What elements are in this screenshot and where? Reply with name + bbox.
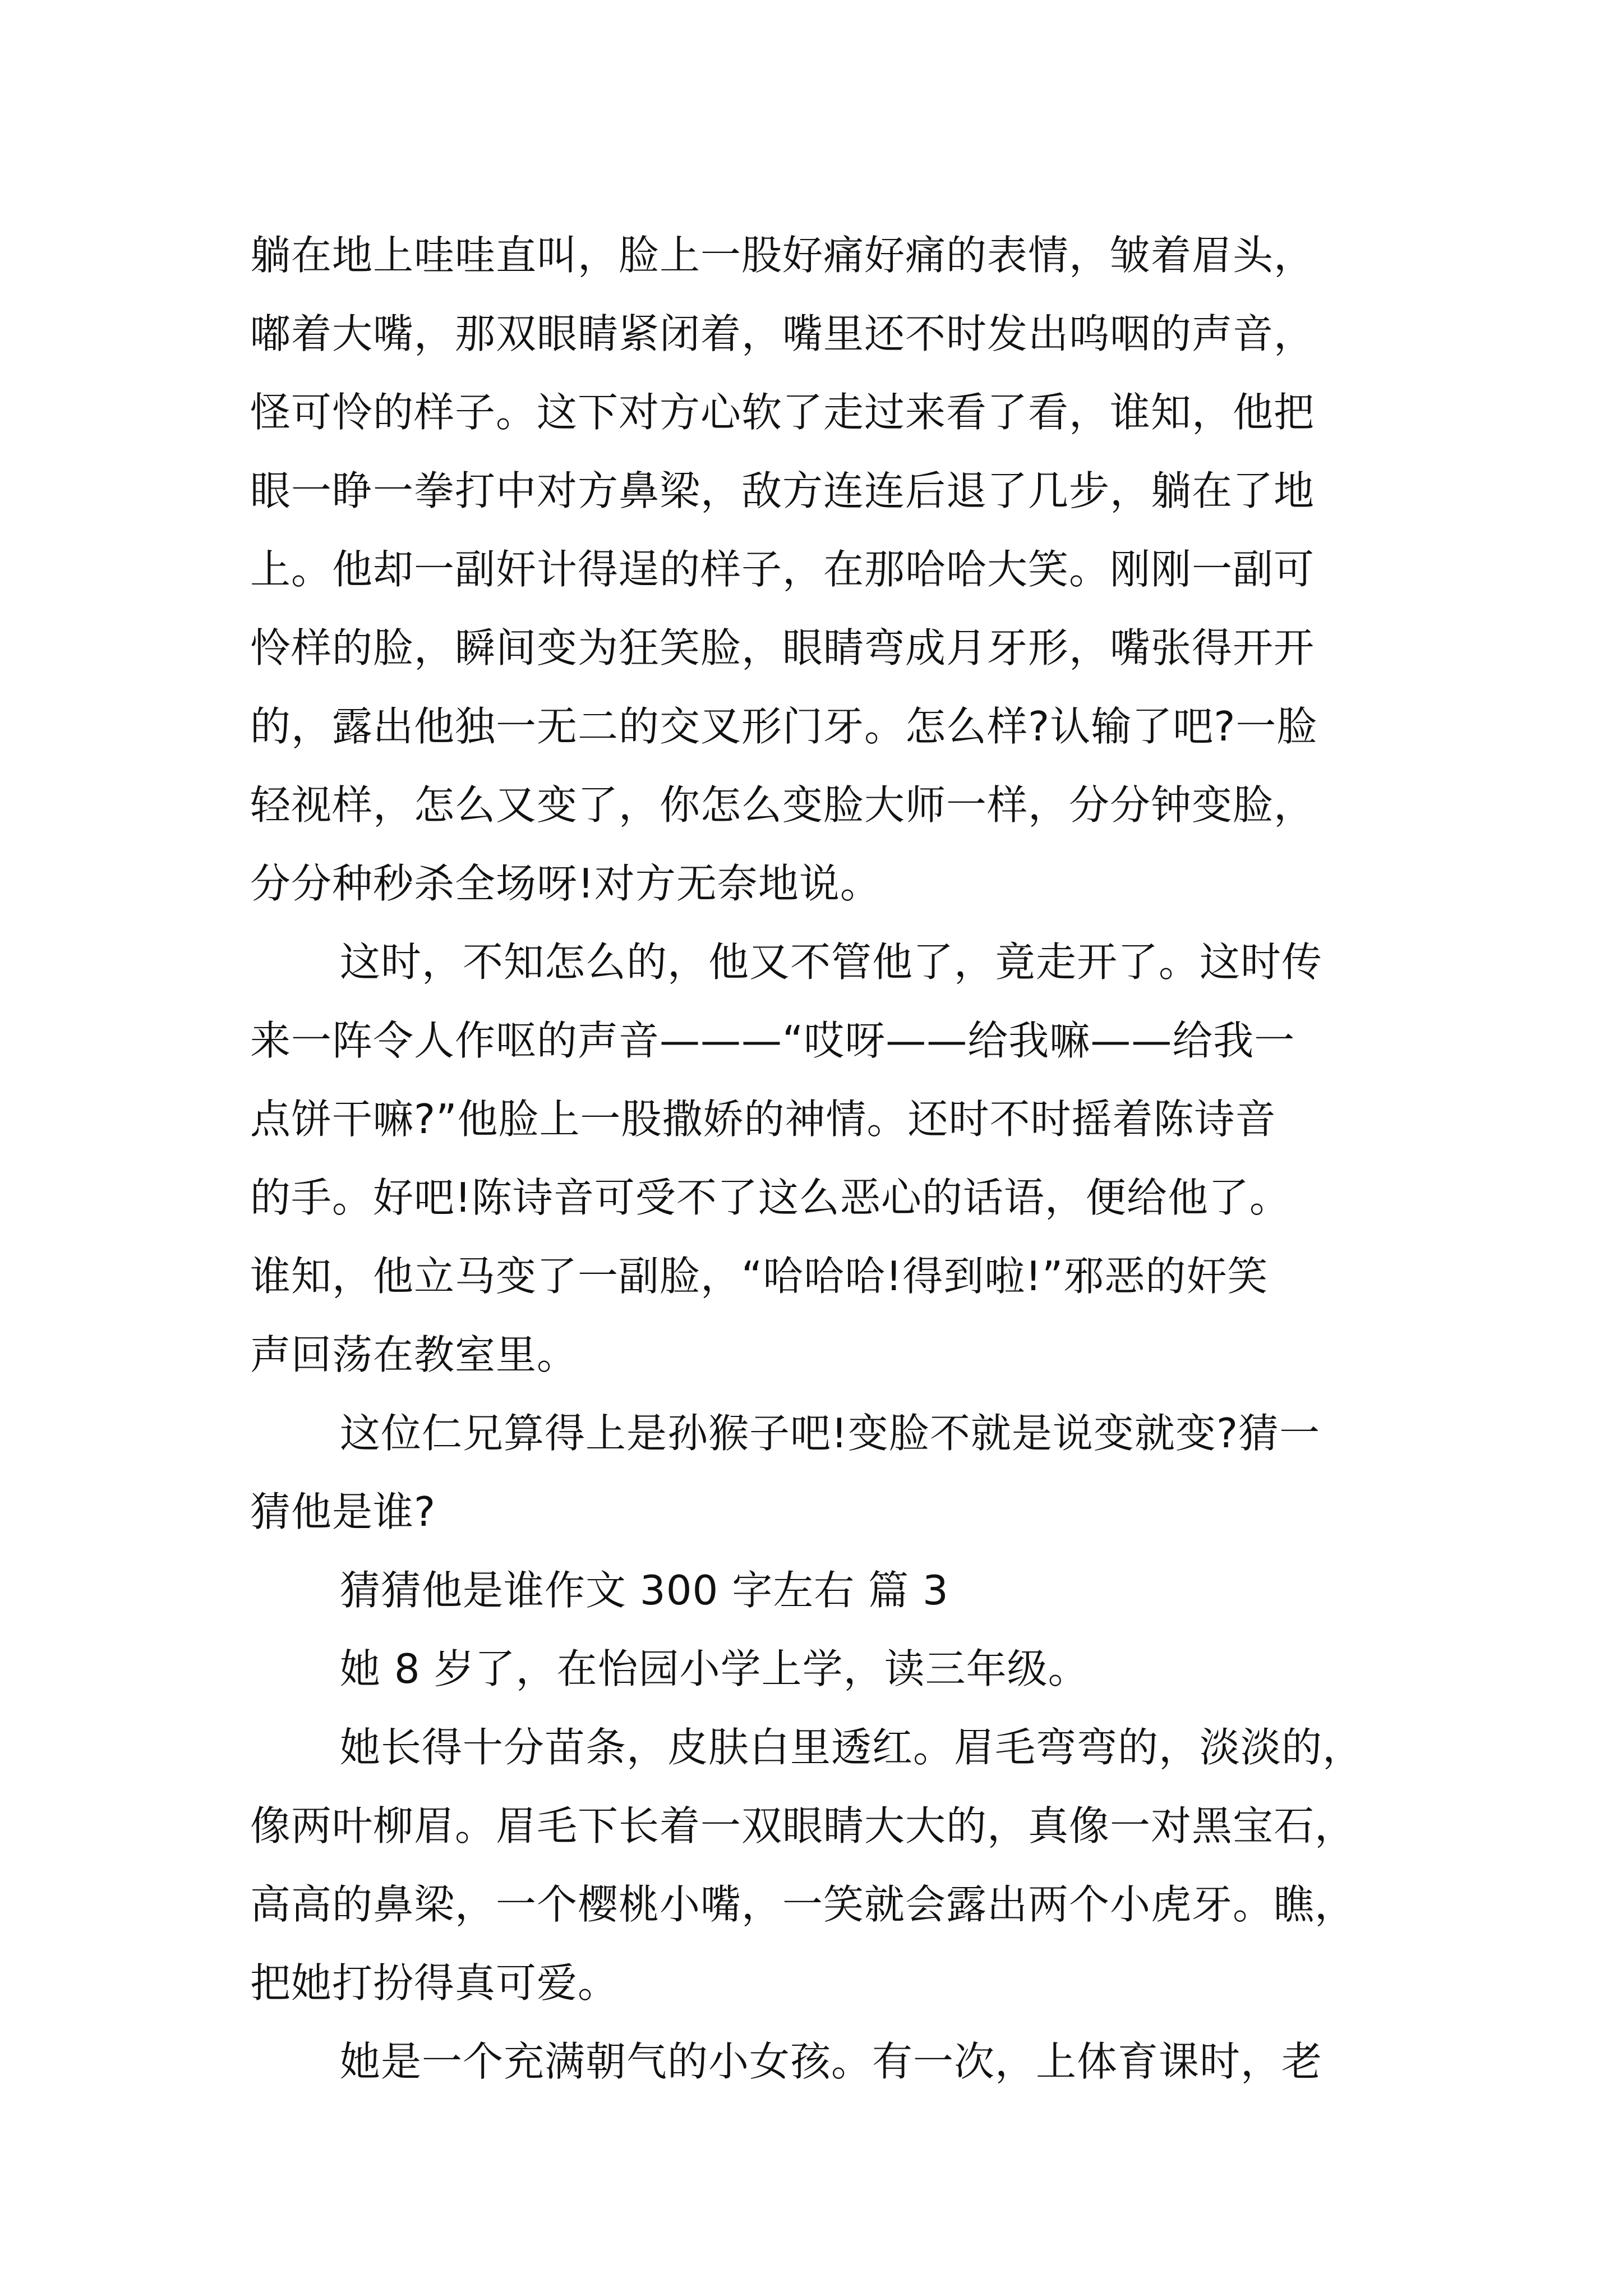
text-line: 她长得十分苗条，皮肤白里透红。眉毛弯弯的，淡淡的，	[340, 1724, 1364, 1771]
text-line: 高高的鼻梁，一个樱桃小嘴，一笑就会露出两个小虎牙。瞧，	[250, 1881, 1356, 1928]
text-line: 点饼干嘛?”他脸上一股撒娇的神情。还时不时摇着陈诗音	[250, 1096, 1276, 1143]
paragraph-1	[250, 216, 1417, 923]
text-line: 怜样的脸，瞬间变为狂笑脸，眼睛弯成月牙形，嘴张得开开	[250, 624, 1315, 671]
text-line: 眼一睁一拳打中对方鼻梁，敌方连连后退了几步，躺在了地	[250, 467, 1315, 514]
text-line: 嘟着大嘴，那双眼睛紧闭着，嘴里还不时发出呜咽的声音，	[250, 310, 1315, 357]
text-line: 这时，不知怎么的，他又不管他了，竟走开了。这时传	[340, 938, 1323, 986]
text-line: 的手。好吧!陈诗音可受不了这么恶心的话语，便给他了。	[250, 1174, 1290, 1221]
document-body	[250, 216, 1417, 2101]
text-line: 躺在地上哇哇直叫，脸上一股好痛好痛的表情，皱着眉头，	[250, 232, 1315, 279]
paragraph-6	[250, 2022, 1417, 2101]
text-line: 这位仁兄算得上是孙猴子吧!变脸不就是说变就变?猜一	[340, 1410, 1321, 1457]
section-heading-text: 猜猜他是谁作文 300 字左右 篇 3	[340, 1567, 949, 1614]
text-line: 的，露出他独一无二的交叉形门牙。怎么样?认输了吧?一脸	[250, 703, 1318, 750]
text-line: 来一阵令人作呕的声音———“哎呀——给我嘛——给我一	[250, 1017, 1295, 1064]
section-heading	[250, 1551, 1417, 1630]
text-line: 猜他是谁?	[250, 1488, 436, 1535]
text-line: 把她打扮得真可爱。	[250, 1959, 619, 2007]
paragraph-3	[250, 1394, 1417, 1551]
text-line: 像两叶柳眉。眉毛下长着一双眼睛大大的，真像一对黑宝石，	[250, 1802, 1356, 1849]
text-line: 上。他却一副奸计得逞的样子，在那哈哈大笑。刚刚一副可	[250, 546, 1315, 593]
paragraph-4	[250, 1630, 1417, 1708]
text-line: 谁知，他立马变了一副脸，“哈哈哈!得到啦!”邪恶的奸笑	[250, 1253, 1269, 1300]
text-line: 她是一个充满朝气的小女孩。有一次，上体育课时，老	[340, 2038, 1323, 2085]
text-line: 怪可怜的样子。这下对方心软了走过来看了看，谁知，他把	[250, 389, 1315, 436]
paragraph-2	[250, 923, 1417, 1394]
text-line: 轻视样，怎么又变了，你怎么变脸大师一样，分分钟变脸，	[250, 781, 1315, 829]
paragraph-5	[250, 1708, 1417, 2022]
text-line: 分分种秒杀全场呀!对方无奈地说。	[250, 860, 881, 907]
text-line: 声回荡在教室里。	[250, 1331, 578, 1378]
text-line: 她 8 岁了，在怡园小学上学，读三年级。	[340, 1645, 1089, 1692]
